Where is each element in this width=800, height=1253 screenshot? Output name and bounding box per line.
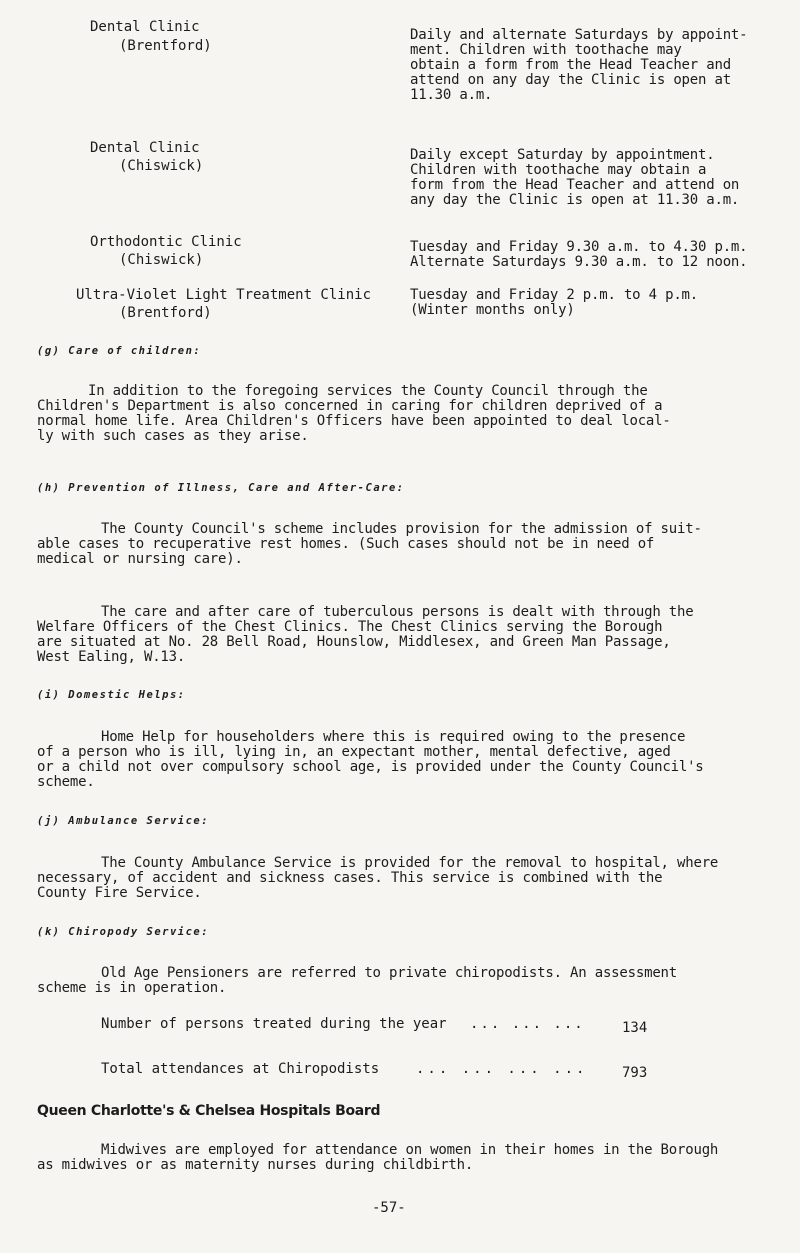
board-paragraph: Midwives are employed for attendance on women in their homes in the Borough as midwives or as maternity nurses during childbirth. — [37, 1142, 719, 1173]
stat-leader: ... ... ... ... — [416, 1061, 588, 1077]
section-heading: (j) Ambulance Service: — [37, 815, 210, 827]
stat-value: 134 — [622, 1020, 648, 1036]
section-paragraph: The care and after care of tuberculous persons is dealt with through the Welfare Officers of the Chest Clinics. The Chest Clinics serving the Borough are situated at No. 28 Bell Road, Hounslow, Middlesex, and Green Man Passage, West Ealing, W.13. — [37, 604, 694, 665]
section-paragraph: In addition to the foregoing services the County Council through the Children's Department is also concerned in caring for children deprived of a normal home life. Area Children's Officers have been appointed to deal local- ly with such cases as they arise. — [37, 383, 671, 444]
section-paragraph: Old Age Pensioners are referred to private chiropodists. An assessment scheme is in operation. — [37, 965, 678, 996]
clinic-location: (Brentford) — [119, 38, 212, 54]
clinic-details: Daily and alternate Saturdays by appoint- ment. Children with toothache may obtain a form from the Head Teacher and attend on any day the Clinic is open at 11.30 a.m. — [410, 27, 748, 103]
page-number: -57- — [372, 1200, 406, 1216]
clinic-location: (Chiswick) — [119, 252, 204, 268]
clinic-details: Tuesday and Friday 9.30 a.m. to 4.30 p.m. Alternate Saturdays 9.30 a.m. to 12 noon. — [410, 239, 748, 270]
clinic-name: Ultra-Violet Light Treatment Clinic — [76, 287, 372, 303]
stat-value: 793 — [622, 1065, 648, 1081]
section-paragraph: The County Council's scheme includes provision for the admission of suit- able cases to recuperative rest homes. (Such cases should not be in need of medical or nursing care). — [37, 521, 702, 567]
stat-label: Number of persons treated during the year — [101, 1016, 447, 1032]
section-heading: (g) Care of children: — [37, 345, 202, 357]
clinic-details: Daily except Saturday by appointment. Children with toothache may obtain a form from the Head Teacher and attend on any day the Clinic is open at 11.30 a.m. — [410, 147, 740, 208]
clinic-name: Dental Clinic — [90, 19, 200, 35]
clinic-location: (Chiswick) — [119, 158, 204, 174]
clinic-name: Orthodontic Clinic — [90, 234, 242, 250]
stat-label: Total attendances at Chiropodists — [101, 1061, 380, 1077]
clinic-location: (Brentford) — [119, 305, 212, 321]
stat-leader: ... ... ... — [470, 1016, 585, 1032]
clinic-name: Dental Clinic — [90, 140, 200, 156]
section-heading: (h) Prevention of Illness, Care and After-Care: — [37, 482, 405, 494]
section-heading: (i) Domestic Helps: — [37, 689, 186, 701]
section-heading: (k) Chiropody Service: — [37, 926, 210, 938]
section-paragraph: The County Ambulance Service is provided for the removal to hospital, where necessary, of accident and sickness cases. This service is combined with the County Fire Service. — [37, 855, 719, 901]
board-heading: Queen Charlotte's & Chelsea Hospitals Board — [37, 1103, 381, 1119]
section-paragraph: Home Help for householders where this is required owing to the presence of a person who is ill, lying in, an expectant mother, mental defective, aged or a child not over compulsory school age, is provided under the County Council's scheme. — [37, 729, 704, 790]
clinic-details: Tuesday and Friday 2 p.m. to 4 p.m. (Winter months only) — [410, 287, 699, 318]
